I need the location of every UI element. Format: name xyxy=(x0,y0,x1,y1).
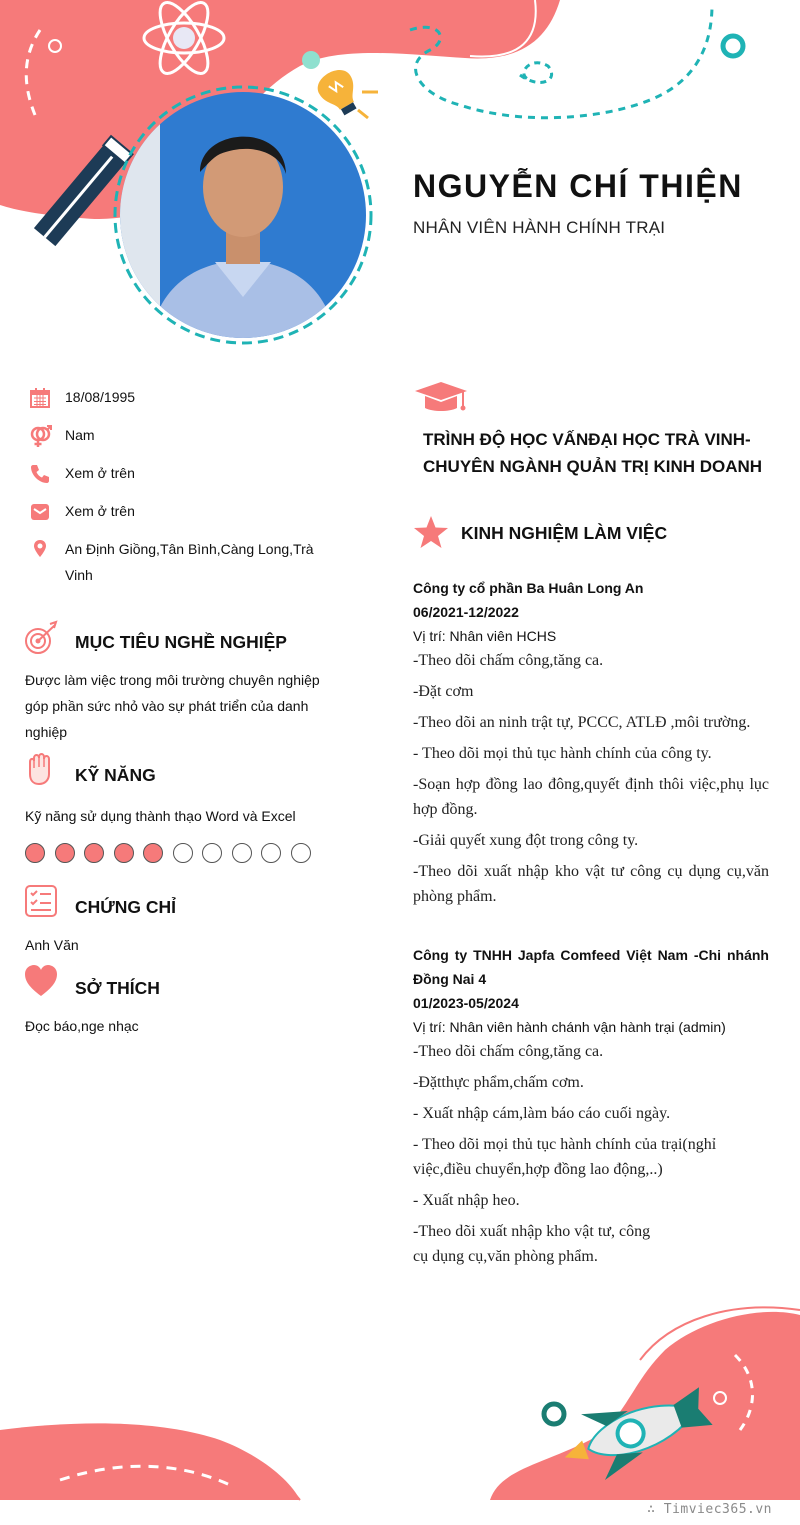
fist-icon xyxy=(22,752,58,788)
graduation-cap-icon xyxy=(413,380,469,414)
contact-text: 18/08/1995 xyxy=(65,389,136,405)
heart-icon xyxy=(23,963,59,999)
objective-text: Được làm việc trong môi trường chuyên nghiệp góp phần sức nhỏ vào sự phát triển của danh nghiệp xyxy=(25,672,320,740)
hobbies-text: Đọc báo,nge nhạc xyxy=(25,1018,139,1034)
job-period: 06/2021-12/2022 xyxy=(413,604,519,620)
skill-dot-filled xyxy=(114,843,134,863)
gender-icon xyxy=(28,424,52,448)
skill-dot-empty xyxy=(261,843,281,863)
contact-text: Xem ở trên xyxy=(65,465,135,481)
skill-dot-filled xyxy=(84,843,104,863)
contact-gender xyxy=(28,424,328,448)
job-company: Công ty TNHH Japfa Comfeed Việt Nam -Chi nhánh Đồng Nai 4 xyxy=(413,947,769,987)
candidate-name: NGUYỄN CHÍ THIỆN xyxy=(413,168,743,204)
job-position: Vị trí: Nhân viên hành chánh vận hành trại (admin) xyxy=(413,1019,726,1035)
contact-birthdate xyxy=(28,386,328,410)
job-duty: - Xuất nhập cám,làm báo cáo cuối ngày. xyxy=(413,1105,671,1122)
job-duty: -Theo dõi chấm công,tăng ca. xyxy=(413,652,604,669)
contact-text: An Định Giồng,Tân Bình,Càng Long,Trà Vinh xyxy=(65,541,314,583)
job-duty: -Đặtthực phẩm,chấm cơm. xyxy=(413,1074,584,1091)
job-duty: -Giải quyết xung đột trong công ty. xyxy=(413,832,639,849)
skill-rating xyxy=(25,843,325,865)
star-icon xyxy=(413,515,449,549)
contact-email xyxy=(28,500,328,524)
contact-text: Nam xyxy=(65,427,95,443)
job-duty: - Theo dõi mọi thủ tục hành chính của công ty. xyxy=(413,745,712,762)
avatar xyxy=(120,92,366,338)
skill-dot-filled xyxy=(25,843,45,863)
target-icon xyxy=(23,620,59,656)
watermark-dots-icon: ∴ xyxy=(647,1502,664,1517)
contact-phone xyxy=(28,462,328,486)
skill-dot-filled xyxy=(55,843,75,863)
certificates-text: Anh Văn xyxy=(25,937,79,953)
calendar-icon xyxy=(28,386,52,410)
skills-title: KỸ NĂNG xyxy=(75,765,156,785)
location-icon xyxy=(28,538,52,562)
certificates-title: CHỨNG CHỈ xyxy=(75,897,177,917)
skill-dot-empty xyxy=(202,843,222,863)
job-duty: -Đặt cơm xyxy=(413,683,474,700)
job-duty: - Xuất nhập heo. xyxy=(413,1192,520,1209)
experience-title: KINH NGHIỆM LÀM VIỆC xyxy=(461,523,668,543)
skill-dot-empty xyxy=(291,843,311,863)
job-entry xyxy=(413,576,769,915)
skill-name: Kỹ năng sử dụng thành thạo Word và Excel xyxy=(25,808,296,824)
job-company: Công ty cổ phần Ba Huân Long An xyxy=(413,580,644,596)
watermark-text: Timviec365.vn xyxy=(663,1502,772,1517)
job-entry xyxy=(413,943,769,1275)
watermark xyxy=(647,1502,772,1517)
job-duty: -Theo dõi xuất nhập kho vật tư công cụ dụng cụ,văn phòng phẩm. xyxy=(413,863,769,905)
job-period: 01/2023-05/2024 xyxy=(413,995,519,1011)
job-duty: -Theo dõi chấm công,tăng ca. xyxy=(413,1043,604,1060)
job-duty: -Theo dõi an ninh trật tự, PCCC, ATLĐ ,môi trường. xyxy=(413,714,751,731)
contact-address xyxy=(28,538,328,588)
checklist-icon xyxy=(23,883,59,919)
email-icon xyxy=(28,500,52,524)
job-position: Vị trí: Nhân viên HCHS xyxy=(413,628,557,644)
contact-text: Xem ở trên xyxy=(65,503,135,519)
job-title: NHÂN VIÊN HÀNH CHÍNH TRẠI xyxy=(413,218,666,237)
skill-dot-empty xyxy=(232,843,252,863)
objective-title: MỤC TIÊU NGHỀ NGHIỆP xyxy=(75,632,287,652)
phone-icon xyxy=(28,462,52,486)
hobbies-title: SỞ THÍCH xyxy=(75,978,160,998)
skill-dot-empty xyxy=(173,843,193,863)
education-text: TRÌNH ĐỘ HỌC VẤNĐẠI HỌC TRÀ VINH-CHUYÊN NGÀNH QUẢN TRỊ KINH DOANH xyxy=(423,430,763,476)
skill-dot-filled xyxy=(143,843,163,863)
job-duty: -Theo dõi xuất nhập kho vật tư, công cụ dụng cụ,văn phòng phẩm. xyxy=(413,1223,651,1265)
job-duty: -Soạn hợp đồng lao đông,quyết định thôi việc,phụ lục hợp đồng. xyxy=(413,776,769,818)
job-duty: - Theo dõi mọi thủ tục hành chính của trại(nghỉ việc,điều chuyển,hợp đồng lao động,..) xyxy=(413,1136,717,1178)
